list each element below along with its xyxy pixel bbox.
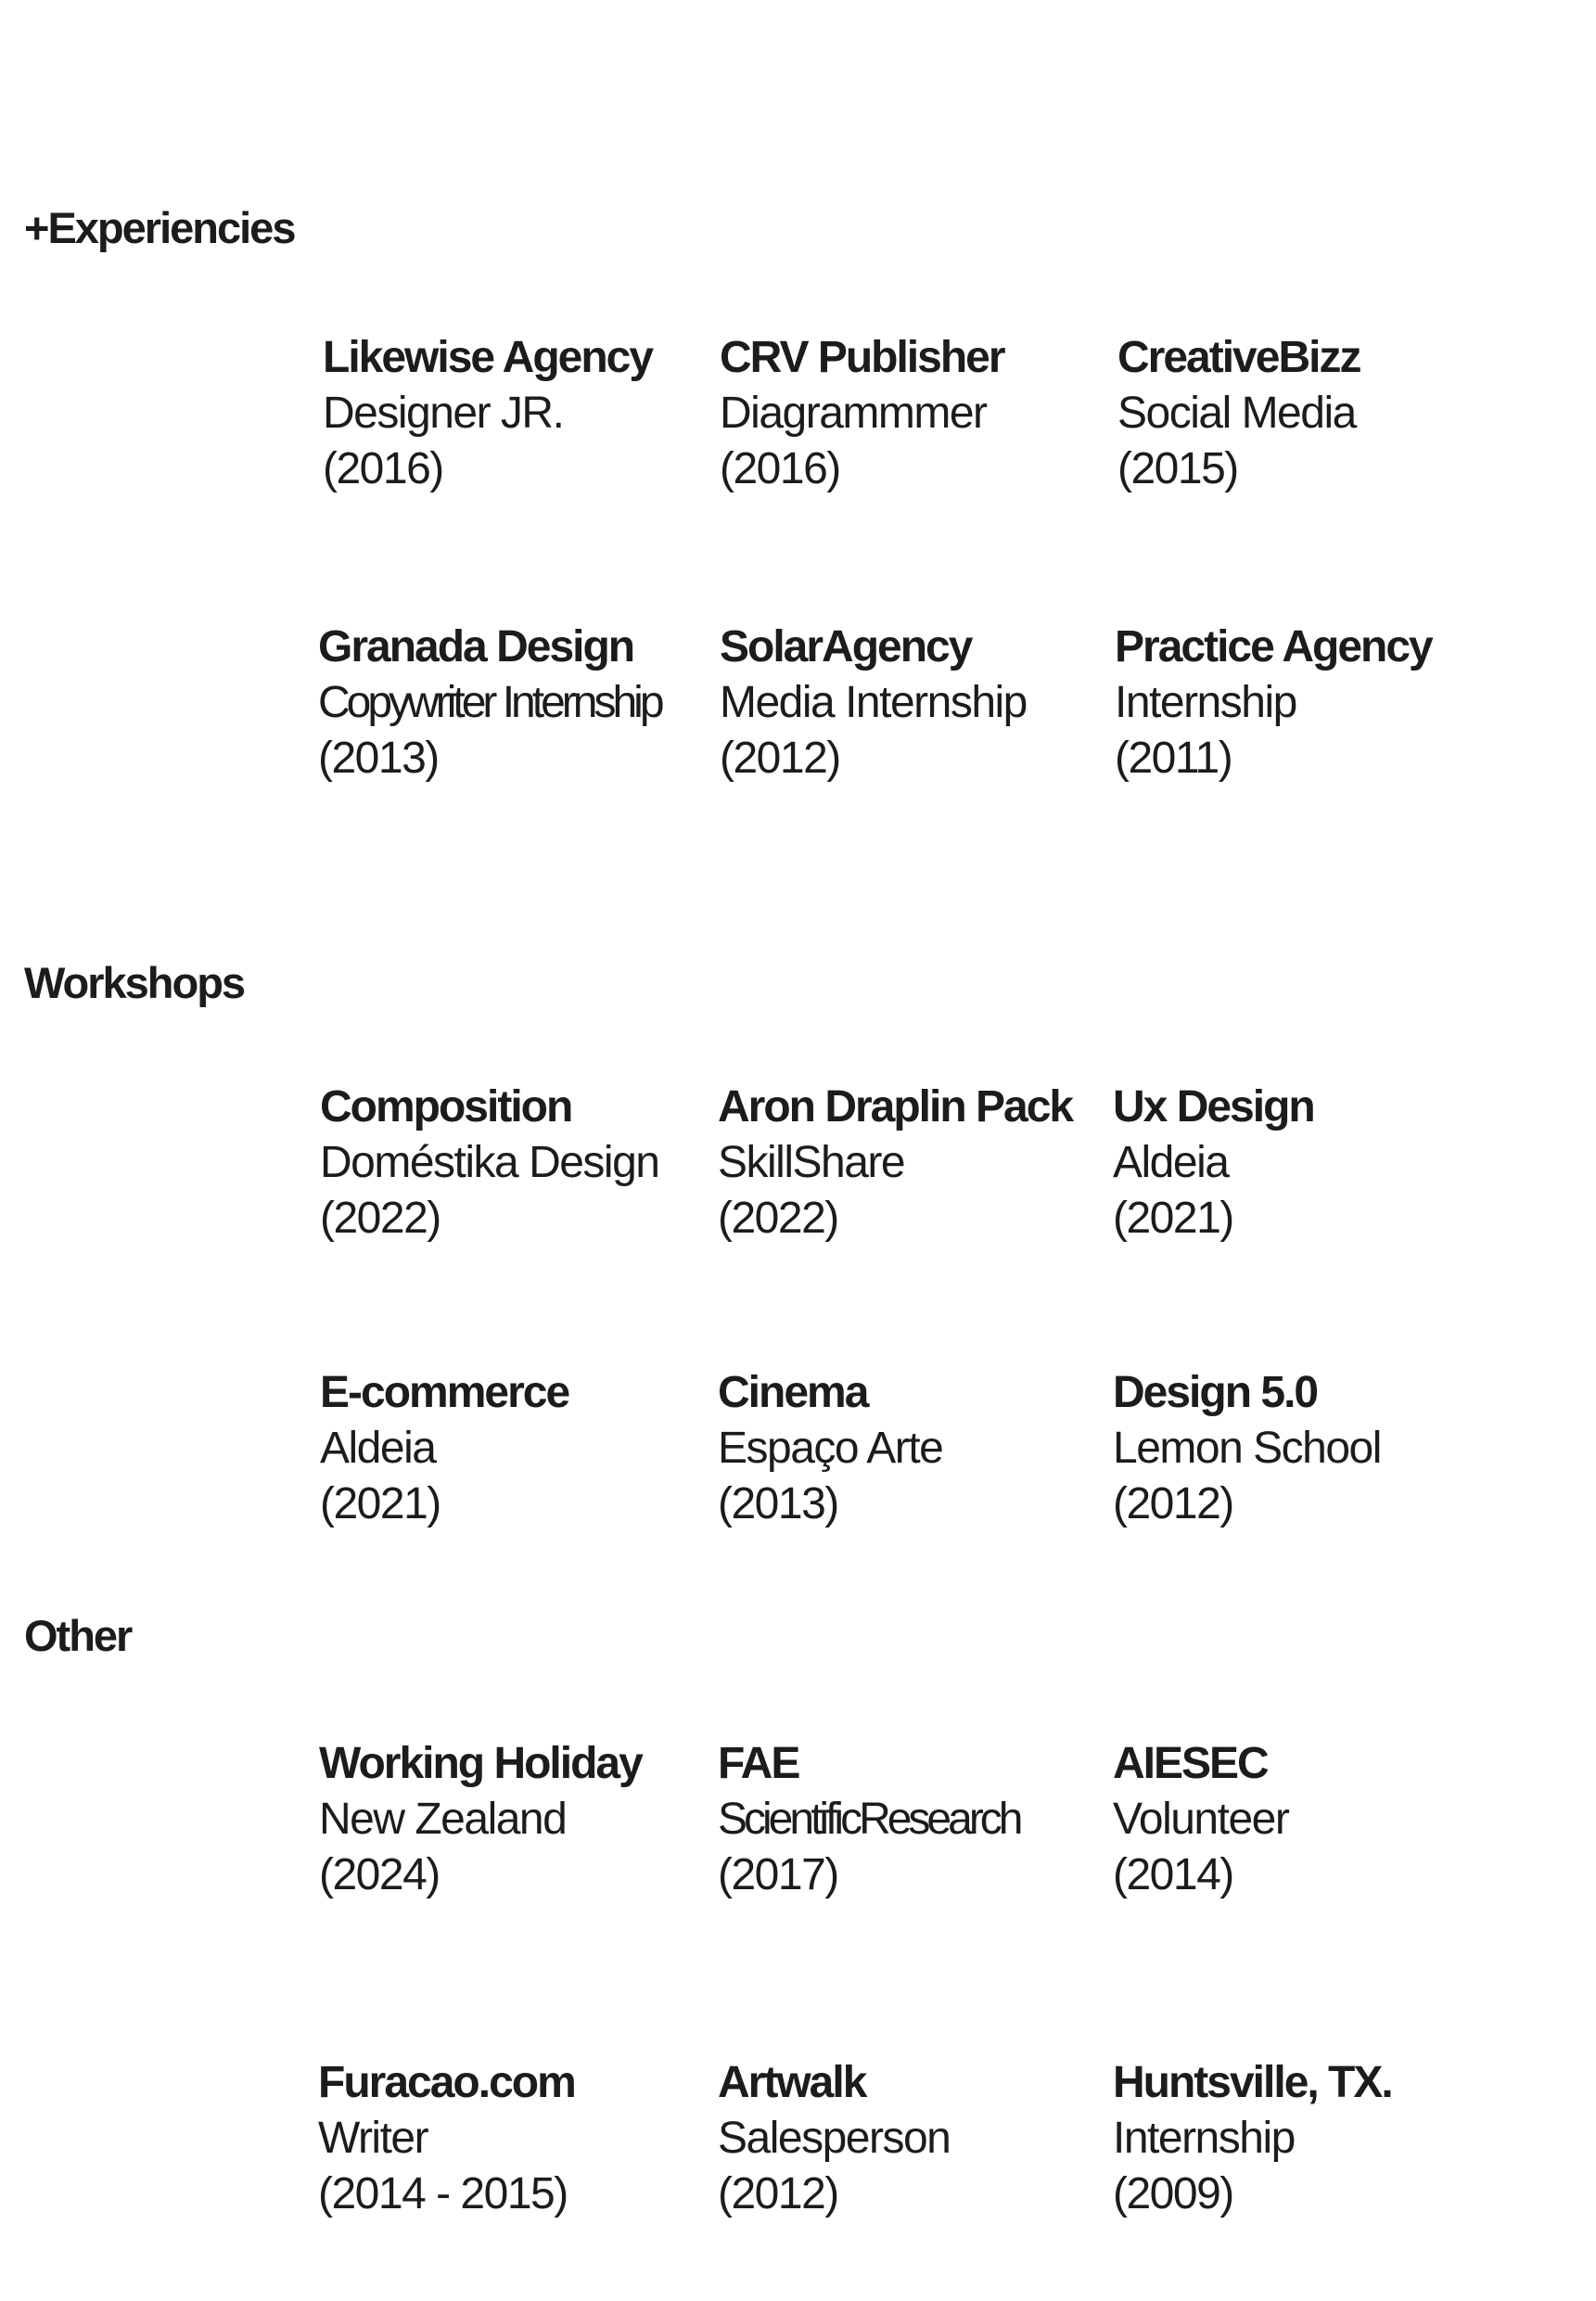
entry-year: (2016) xyxy=(323,444,443,493)
other-row-2 xyxy=(0,2055,1596,2231)
entry-name: Working Holiday xyxy=(319,1739,642,1788)
entry-role: Espaço Arte xyxy=(718,1424,943,1473)
experience-row-2 xyxy=(0,620,1596,796)
entry-role: SkillShare xyxy=(718,1138,905,1187)
entry-role: Writer xyxy=(318,2114,428,2163)
entry-year: (2022) xyxy=(718,1194,838,1243)
entry-role: Aldeia xyxy=(1113,1138,1229,1187)
experience-entry xyxy=(318,620,726,786)
entry-role: Lemon School xyxy=(1113,1424,1381,1473)
entry-year: (2021) xyxy=(1113,1194,1233,1243)
entry-name: FAE xyxy=(718,1739,799,1788)
experience-entry xyxy=(323,330,731,497)
entry-role: Copywriter Internship xyxy=(318,678,661,727)
entry-name: Granada Design xyxy=(318,622,634,671)
other-entry xyxy=(718,2055,1126,2222)
other-entry xyxy=(318,2055,726,2222)
entry-year: (2012) xyxy=(720,734,840,783)
entry-name: Huntsville, TX. xyxy=(1113,2058,1392,2107)
entry-role: ScientificResearch xyxy=(718,1795,1020,1844)
entry-name: AIESEC xyxy=(1113,1739,1268,1788)
experience-entry xyxy=(1117,330,1526,497)
other-entry xyxy=(319,1736,727,1903)
workshop-entry xyxy=(1113,1365,1521,1532)
entry-year: (2017) xyxy=(718,1850,838,1899)
experience-entry xyxy=(720,620,1128,786)
entry-role: Social Media xyxy=(1117,389,1356,438)
entry-name: Artwalk xyxy=(718,2058,866,2107)
workshop-row-2 xyxy=(0,1365,1596,1541)
entry-year: (2022) xyxy=(320,1194,440,1243)
entry-name: Likewise Agency xyxy=(323,333,653,382)
section-title-other: Other xyxy=(24,1611,132,1660)
workshop-entry xyxy=(718,1365,1126,1532)
workshop-row-1 xyxy=(0,1080,1596,1256)
other-entry xyxy=(1113,1736,1521,1903)
entry-role: Media Internship xyxy=(720,678,1027,727)
entry-role: Diagrammmer xyxy=(720,389,987,438)
entry-role: Salesperson xyxy=(718,2114,951,2163)
workshop-entry xyxy=(718,1080,1126,1246)
entry-name: E-commerce xyxy=(320,1368,569,1417)
other-entry xyxy=(1113,2055,1521,2222)
entry-role: Doméstika Design xyxy=(320,1138,659,1187)
experience-row-1 xyxy=(0,330,1596,506)
experience-entry xyxy=(1115,620,1523,786)
workshop-entry xyxy=(320,1080,728,1246)
entry-year: (2013) xyxy=(718,1479,838,1528)
entry-name: Aron Draplin Pack xyxy=(718,1082,1073,1131)
entry-name: CreativeBizz xyxy=(1117,333,1360,382)
entry-role: Internship xyxy=(1113,2114,1295,2163)
entry-role: Internship xyxy=(1115,678,1296,727)
entry-name: Design 5.0 xyxy=(1113,1368,1318,1417)
entry-role: Volunteer xyxy=(1113,1795,1289,1844)
section-title-experiences: +Experiencies xyxy=(24,203,295,252)
entry-name: Furacao.com xyxy=(318,2058,575,2107)
workshop-entry xyxy=(320,1365,728,1532)
other-row-1 xyxy=(0,1736,1596,1912)
entry-year: (2015) xyxy=(1117,444,1238,493)
entry-year: (2014) xyxy=(1113,1850,1233,1899)
entry-name: CRV Publisher xyxy=(720,333,1004,382)
entry-year: (2011) xyxy=(1115,734,1232,783)
section-title-workshops: Workshops xyxy=(24,958,245,1007)
entry-role: Designer JR. xyxy=(323,389,564,438)
entry-name: Practice Agency xyxy=(1115,622,1432,671)
entry-year: (2014 - 2015) xyxy=(318,2169,568,2218)
other-entry xyxy=(718,1736,1126,1903)
workshop-entry xyxy=(1113,1080,1521,1246)
entry-year: (2016) xyxy=(720,444,840,493)
entry-name: SolarAgency xyxy=(720,622,972,671)
entry-year: (2012) xyxy=(1113,1479,1233,1528)
entry-name: Cinema xyxy=(718,1368,868,1417)
entry-name: Composition xyxy=(320,1082,572,1131)
entry-year: (2021) xyxy=(320,1479,440,1528)
entry-year: (2012) xyxy=(718,2169,838,2218)
entry-year: (2013) xyxy=(318,734,439,783)
experience-entry xyxy=(720,330,1128,497)
entry-year: (2009) xyxy=(1113,2169,1233,2218)
entry-role: Aldeia xyxy=(320,1424,436,1473)
entry-name: Ux Design xyxy=(1113,1082,1314,1131)
entry-year: (2024) xyxy=(319,1850,440,1899)
entry-role: New Zealand xyxy=(319,1795,567,1844)
